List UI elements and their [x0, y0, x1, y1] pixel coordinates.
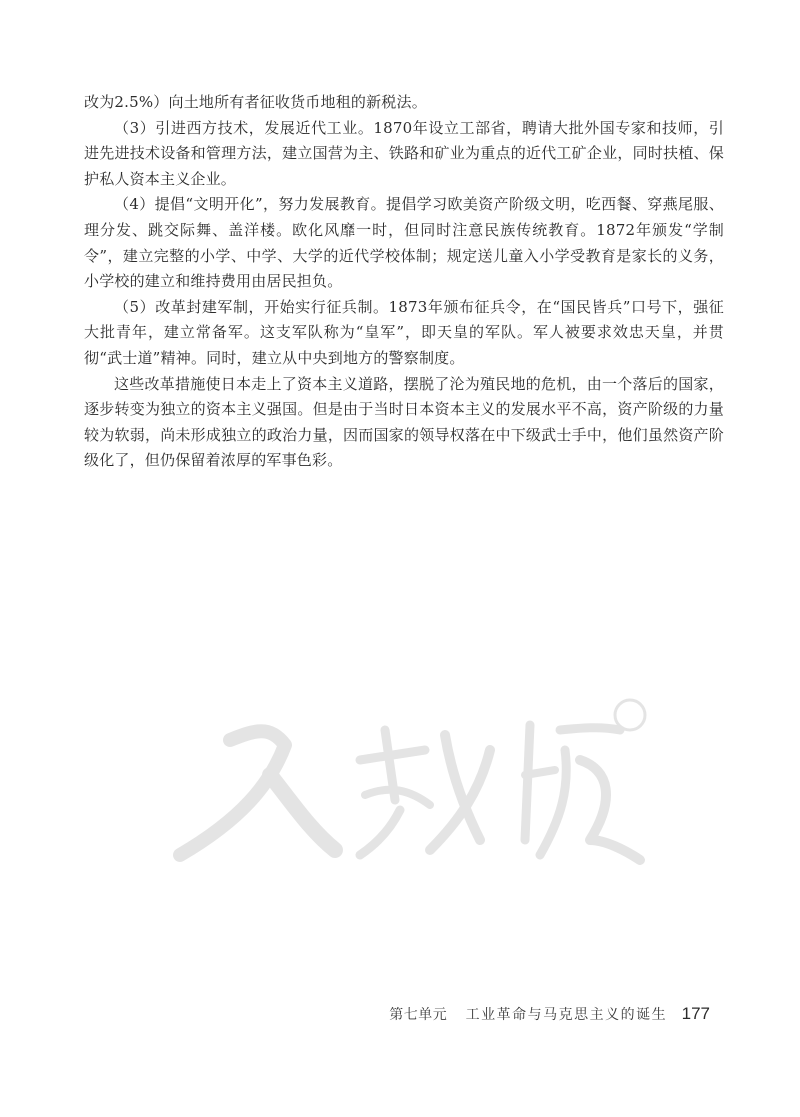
footer-unit-label: 第七单元	[389, 1007, 448, 1023]
paragraph-reform-3: （3）引进西方技术，发展近代工业。1870年设立工部省，聘请大批外国专家和技师，引进先进技术设备和管理方法，建立国营为主、铁路和矿业为重点的近代工矿企业，同时扶植、保护私人资本主义企业。	[84, 118, 724, 188]
page-number: 177	[681, 1004, 710, 1023]
footer-unit-title: 工业革命与马克思主义的诞生	[465, 1007, 668, 1023]
paragraph-reform-5: （5）改革封建军制，开始实行征兵制。1873年颁布征兵令，在“国民皆兵”口号下，强征大批青年，建立常备军。这支军队称为“皇军”，即天皇的军队。军人被要求效忠天皇，并贯彻“武士道”精神。同时，建立从中央到地方的警察制度。	[84, 297, 724, 367]
paragraph-conclusion: 这些改革措施使日本走上了资本主义道路，摆脱了沦为殖民地的危机，由一个落后的国家，逐步转变为独立的资本主义强国。但是由于当时日本资本主义的发展水平不高，资产阶级的力量较为软弱，尚未形成独立的政治力量，因而国家的领导权落在中下级武士手中，他们虽然资产阶级化了，但仍保留着浓厚的军事色彩。	[84, 374, 724, 470]
paragraph-reform-4: （4）提倡“文明开化”，努力发展教育。提倡学习欧美资产阶级文明，吃西餐、穿燕尾服、理分发、跳交际舞、盖洋楼。欧化风靡一时，但同时注意民族传统教育。1872年颁发“学制令”，建立完整的小学、中学、大学的近代学校体制；规定送儿童入小学受教育是家长的义务，小学校的建立和维持费用由居民担负。	[84, 195, 724, 291]
body-text	[84, 90, 724, 474]
publisher-watermark-logo	[160, 690, 660, 880]
page-footer	[389, 1004, 710, 1024]
paragraph-continuation: 改为2.5%）向土地所有者征收货币地租的新税法。	[84, 93, 427, 111]
